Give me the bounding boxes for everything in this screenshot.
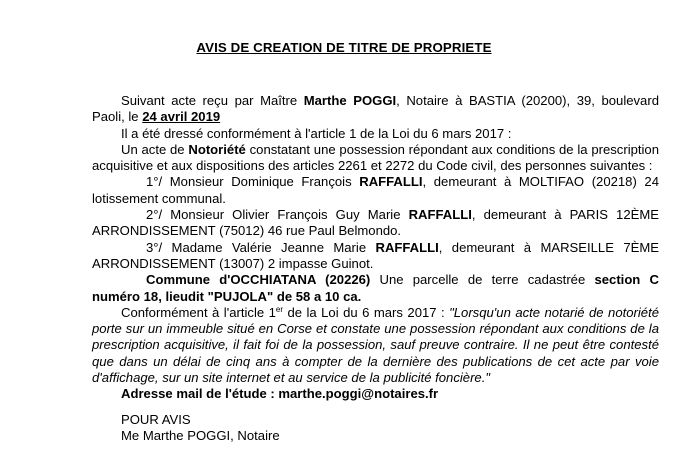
closing-signatory: Me Marthe POGGI, Notaire bbox=[121, 428, 280, 444]
notoriety-conditions-text: constatant une possession répondant aux conditions de la prescription acquisitive et aux dispositions des articles 2261 et 2272 du Code civil, des personnes suivantes : bbox=[92, 141, 659, 174]
law-reference-text: Conformément à l'article 1 bbox=[121, 304, 276, 320]
person-surname: RAFFALLI bbox=[375, 239, 439, 255]
notoriety-intro-text: Un acte de bbox=[121, 141, 189, 157]
notary-address-text: , Notaire à BASTIA (20200), 39, boulevard Paoli, le bbox=[92, 93, 659, 125]
notice-title: AVIS DE CREATION DE TITRE DE PROPRIETE bbox=[196, 40, 492, 55]
property-paragraph bbox=[92, 272, 659, 305]
law-quote-paragraph bbox=[92, 305, 659, 386]
person-given-names: Monsieur Dominique François bbox=[162, 174, 360, 190]
commune-name: Commune d'OCCHIATANA (20226) bbox=[146, 272, 371, 288]
person-number: 1°/ bbox=[146, 174, 163, 190]
notoriety-keyword: Notoriété bbox=[188, 141, 246, 157]
legal-basis-paragraph: Il a été dressé conformément à l'article 1 de la Loi du 6 mars 2017 : bbox=[121, 125, 512, 141]
parcel-description: Une parcelle de terre cadastrée bbox=[370, 272, 595, 288]
person-given-names: Monsieur Olivier François Guy Marie bbox=[162, 207, 409, 223]
closing-block bbox=[121, 412, 280, 445]
person-given-names: Madame Valérie Jeanne Marie bbox=[162, 239, 376, 255]
person-number: 3°/ bbox=[146, 239, 163, 255]
person-surname: RAFFALLI bbox=[408, 207, 472, 223]
person-item bbox=[92, 174, 659, 207]
deed-intro-text: Suivant acte reçu par Maître bbox=[121, 93, 304, 108]
person-item bbox=[92, 207, 659, 240]
ordinal-superscript: er bbox=[275, 304, 284, 314]
notice-body bbox=[92, 93, 659, 403]
person-surname: RAFFALLI bbox=[359, 174, 423, 190]
law-reference-date: de la Loi du 6 mars 2017 : bbox=[283, 304, 450, 320]
office-email-line: Adresse mail de l'étude : marthe.poggi@notaires.fr bbox=[121, 386, 439, 402]
person-address: , demeurant à MOLTIFAO (20218) 24 lotissement communal. bbox=[92, 174, 659, 206]
law-quote: "Lorsqu'un acte notarié de notoriété porte sur un immeuble situé en Corse et constate une possession répondant aux conditions de la prescription acquisitive, il fait foi de la possession, sauf preuve contraire. Il ne peut être contesté que dans un délai de cinq ans à compter de la dernière des publications de cet acte par voie d'affichage, sur un site internet et au service de la publicité foncière." bbox=[92, 304, 660, 386]
person-item bbox=[92, 240, 659, 273]
person-address: , demeurant à MARSEILLE 7ÈME ARRONDISSEMENT (13007) 2 impasse Guinot. bbox=[92, 239, 659, 271]
deed-date: 24 avril 2019 bbox=[142, 109, 221, 125]
notoriety-paragraph bbox=[92, 142, 659, 175]
person-address: , demeurant à PARIS 12ÈME ARRONDISSEMENT (75012) 46 rue Paul Belmondo. bbox=[92, 207, 659, 239]
deed-paragraph bbox=[92, 93, 659, 126]
notary-name: Marthe POGGI bbox=[303, 93, 397, 108]
closing-pour-avis: POUR AVIS bbox=[121, 412, 191, 427]
person-number: 2°/ bbox=[146, 207, 163, 223]
cadastral-reference: section C numéro 18, lieudit "PUJOLA" de 58 a 10 ca. bbox=[92, 272, 659, 304]
